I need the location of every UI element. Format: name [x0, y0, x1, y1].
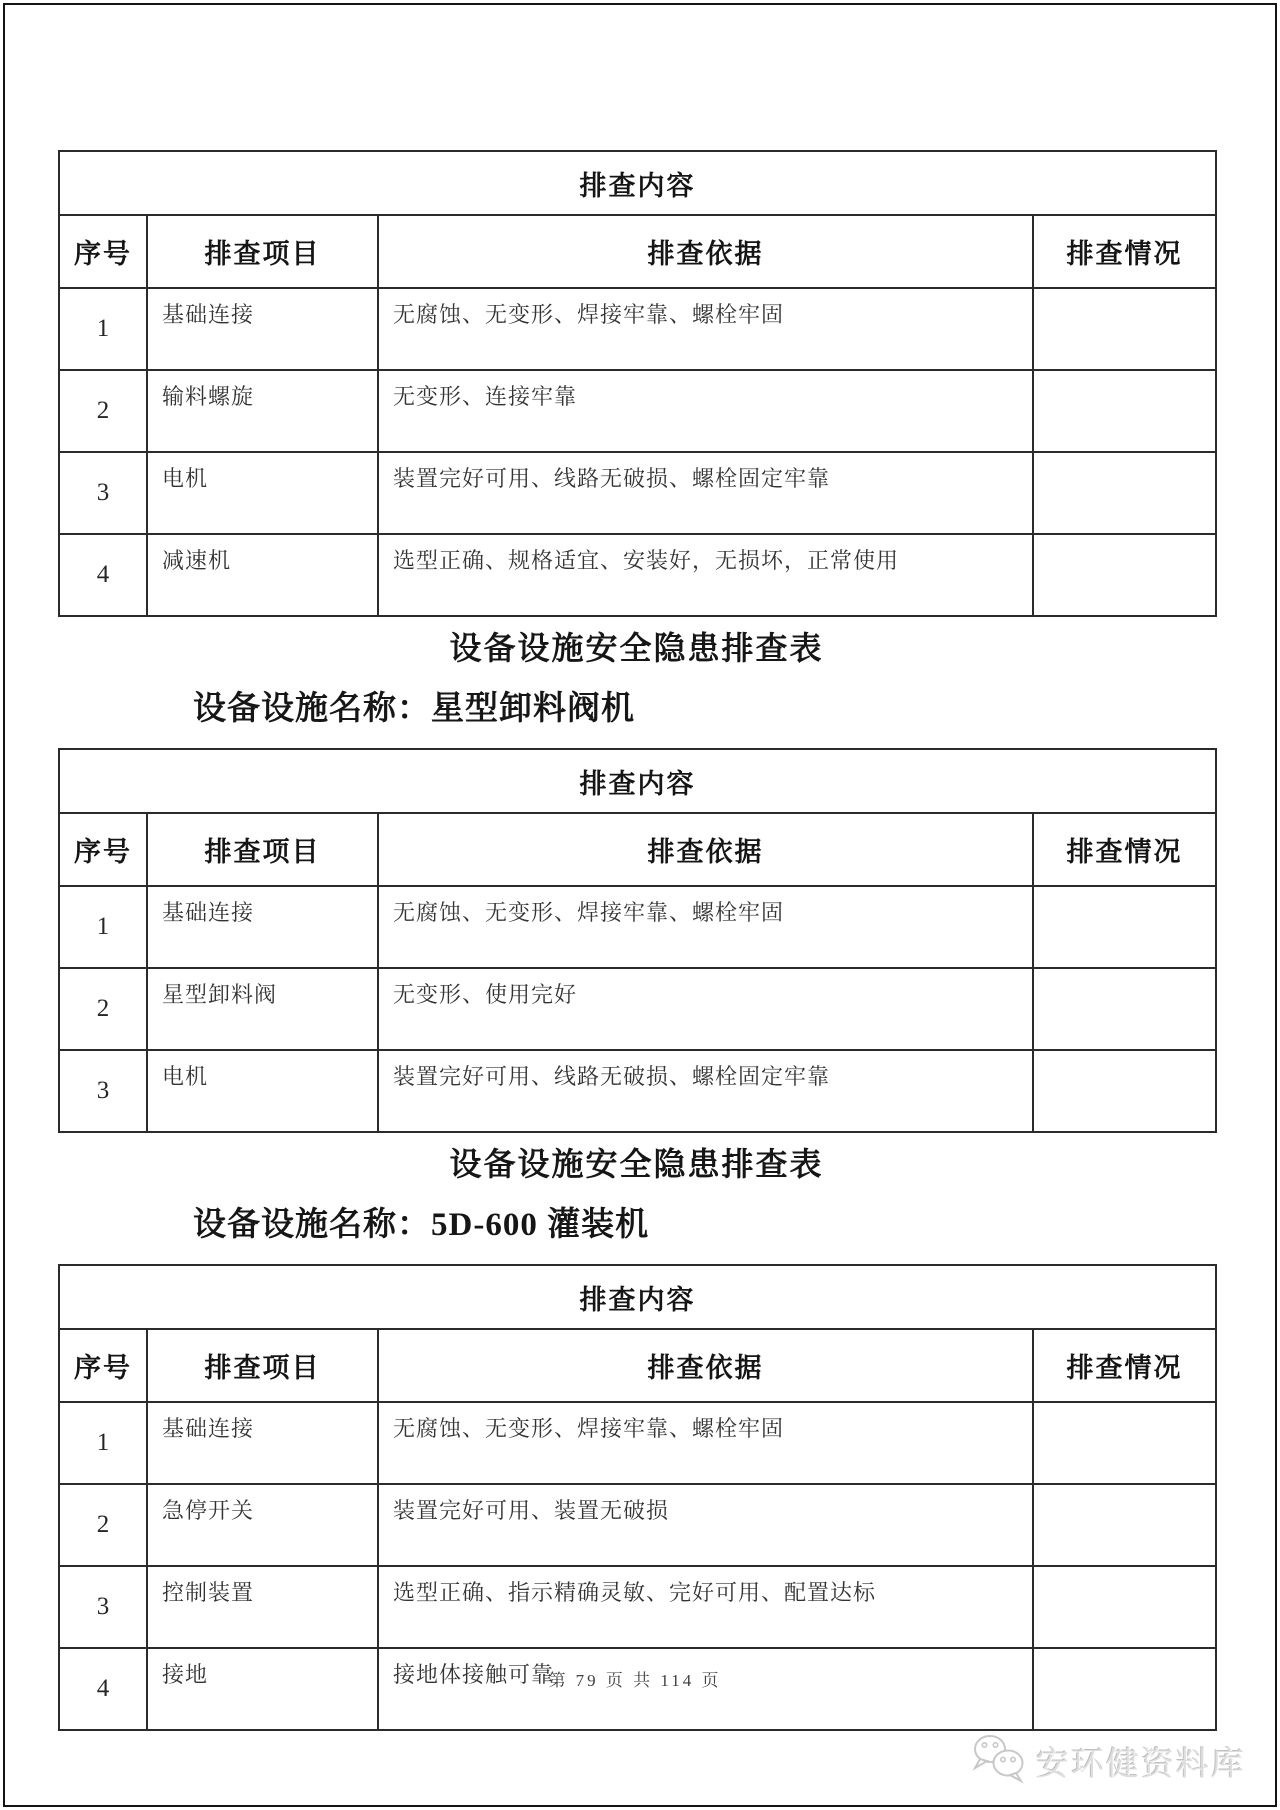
column-header-status: 排查情况: [1033, 215, 1216, 288]
watermark: [970, 1733, 1246, 1790]
table-row: [59, 968, 1216, 1050]
row-number: 3: [59, 1050, 147, 1132]
item-cell: 基础连接: [147, 1402, 378, 1484]
basis-cell: 无变形、连接牢靠: [378, 370, 1033, 452]
item-cell: 星型卸料阀: [147, 968, 378, 1050]
basis-cell: 无腐蚀、无变形、焊接牢靠、螺栓牢固: [378, 886, 1033, 968]
row-number: 4: [59, 1648, 147, 1730]
inspection-table: [58, 150, 1217, 617]
item-cell: 接地: [147, 1648, 378, 1730]
table-row: [59, 886, 1216, 968]
table-row: [59, 1050, 1216, 1132]
row-number: 4: [59, 534, 147, 616]
table-row: [59, 534, 1216, 616]
row-number: 1: [59, 288, 147, 370]
section-subtitle-equipment-name: 设备设施名称：星型卸料阀机: [193, 691, 635, 727]
status-cell: [1033, 1050, 1216, 1132]
item-cell: 急停开关: [147, 1484, 378, 1566]
column-header-no: 序号: [59, 1329, 147, 1402]
item-cell: 减速机: [147, 534, 378, 616]
watermark-label: 安环健资料库: [1036, 1747, 1246, 1783]
column-header-basis: 排查依据: [378, 1329, 1033, 1402]
item-cell: 输料螺旋: [147, 370, 378, 452]
item-cell: 基础连接: [147, 288, 378, 370]
status-cell: [1033, 886, 1216, 968]
status-cell: [1033, 1566, 1216, 1648]
page-number-footer: 第 79 页 共 114 页: [548, 1671, 722, 1690]
inspection-table: [58, 748, 1217, 1133]
inspection-table: [58, 1264, 1217, 1731]
table-content-header: 排查内容: [59, 1265, 1216, 1329]
status-cell: [1033, 370, 1216, 452]
row-number: 1: [59, 1402, 147, 1484]
column-header-item: 排查项目: [147, 1329, 378, 1402]
table-row: [59, 370, 1216, 452]
basis-cell: 装置完好可用、线路无破损、螺栓固定牢靠: [378, 1050, 1033, 1132]
status-cell: [1033, 288, 1216, 370]
item-cell: 控制装置: [147, 1566, 378, 1648]
section-title: 设备设施安全隐患排查表: [449, 1146, 824, 1182]
table-row: [59, 1402, 1216, 1484]
column-header-item: 排查项目: [147, 813, 378, 886]
status-cell: [1033, 1484, 1216, 1566]
column-header-basis: 排查依据: [378, 813, 1033, 886]
table-row: [59, 452, 1216, 534]
column-header-basis: 排查依据: [378, 215, 1033, 288]
column-header-item: 排查项目: [147, 215, 378, 288]
column-header-no: 序号: [59, 813, 147, 886]
table-row: [59, 1566, 1216, 1648]
basis-cell: 装置完好可用、线路无破损、螺栓固定牢靠: [378, 452, 1033, 534]
table-row: [59, 288, 1216, 370]
basis-cell: 无变形、使用完好: [378, 968, 1033, 1050]
status-cell: [1033, 1402, 1216, 1484]
basis-cell: 选型正确、指示精确灵敏、完好可用、配置达标: [378, 1566, 1033, 1648]
item-cell: 电机: [147, 452, 378, 534]
table-row: [59, 1484, 1216, 1566]
section-title: 设备设施安全隐患排查表: [449, 630, 824, 666]
basis-cell: 选型正确、规格适宜、安装好，无损坏，正常使用: [378, 534, 1033, 616]
row-number: 2: [59, 370, 147, 452]
status-cell: [1033, 452, 1216, 534]
basis-cell: 接地体接触可靠: [378, 1648, 1033, 1730]
item-cell: 电机: [147, 1050, 378, 1132]
basis-cell: 装置完好可用、装置无破损: [378, 1484, 1033, 1566]
basis-cell: 无腐蚀、无变形、焊接牢靠、螺栓牢固: [378, 288, 1033, 370]
column-header-no: 序号: [59, 215, 147, 288]
row-number: 2: [59, 968, 147, 1050]
row-number: 3: [59, 1566, 147, 1648]
column-header-status: 排查情况: [1033, 813, 1216, 886]
section-subtitle-equipment-name: 设备设施名称：5D-600 灌装机: [193, 1207, 650, 1243]
status-cell: [1033, 534, 1216, 616]
item-cell: 基础连接: [147, 886, 378, 968]
row-number: 2: [59, 1484, 147, 1566]
wechat-bubbles-icon: [970, 1733, 1028, 1790]
status-cell: [1033, 968, 1216, 1050]
basis-cell: 无腐蚀、无变形、焊接牢靠、螺栓牢固: [378, 1402, 1033, 1484]
column-header-status: 排查情况: [1033, 1329, 1216, 1402]
page-content: [58, 150, 1215, 1731]
row-number: 3: [59, 452, 147, 534]
table-content-header: 排查内容: [59, 749, 1216, 813]
table-content-header: 排查内容: [59, 151, 1216, 215]
row-number: 1: [59, 886, 147, 968]
